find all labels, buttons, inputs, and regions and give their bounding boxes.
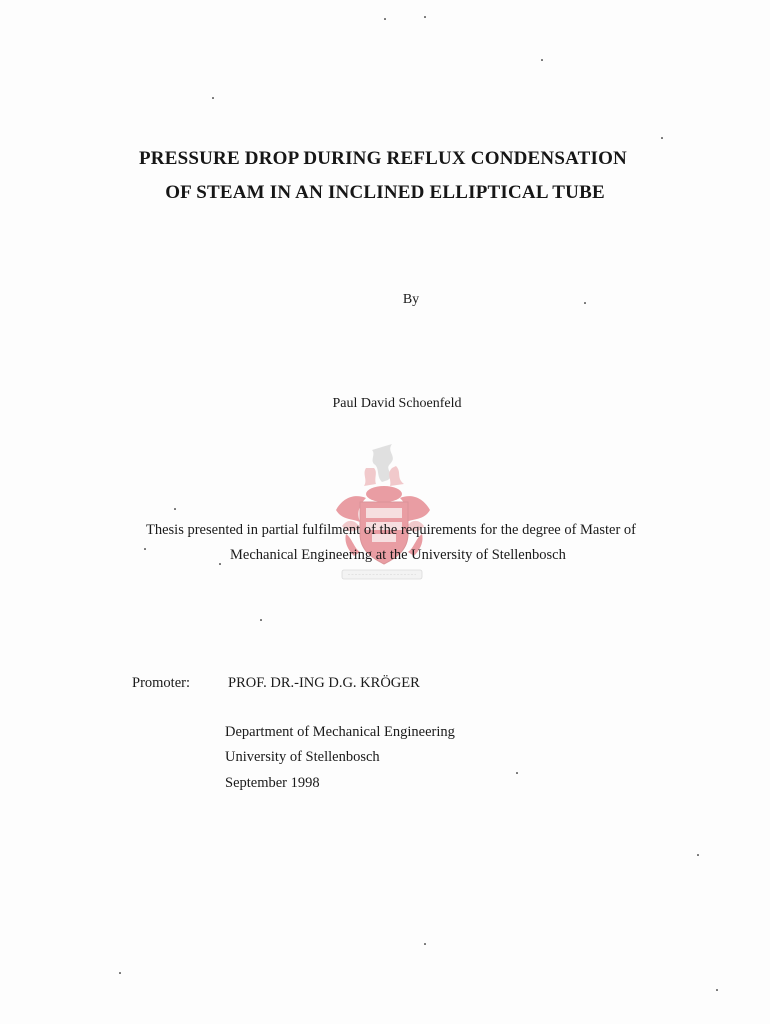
scan-speck	[144, 548, 146, 550]
author-name: Paul David Schoenfeld	[332, 396, 462, 411]
thesis-statement-line-2: Mechanical Engineering at the University of Stellenbosch	[230, 547, 566, 563]
scan-speck	[212, 97, 214, 99]
scan-speck	[541, 59, 543, 61]
scan-speck	[584, 302, 586, 304]
scan-speck	[516, 772, 518, 774]
scan-speck	[119, 972, 121, 974]
title-line-2: OF STEAM IN AN INCLINED ELLIPTICAL TUBE	[165, 182, 605, 203]
promoter-name: PROF. DR.-ING D.G. KRÖGER	[228, 675, 420, 691]
scan-speck	[697, 854, 699, 856]
scan-speck	[661, 137, 663, 139]
scan-speck	[174, 508, 176, 510]
promoter-label: Promoter:	[132, 675, 190, 691]
department-name: Department of Mechanical Engineering	[225, 724, 455, 740]
title-line-1: PRESSURE DROP DURING REFLUX CONDENSATION	[139, 148, 627, 169]
scan-speck	[424, 943, 426, 945]
scan-speck	[260, 619, 262, 621]
scan-speck	[424, 16, 426, 18]
scan-speck	[219, 563, 221, 565]
seal-helm	[366, 486, 402, 502]
seal-motto-ribbon	[342, 570, 422, 579]
by-label: By	[402, 292, 420, 307]
thesis-statement-line-1: Thesis presented in partial fulfilment of the requirements for the degree of Master of	[146, 522, 637, 538]
university-name: University of Stellenbosch	[225, 749, 380, 765]
submission-date: September 1998	[225, 775, 320, 791]
scan-speck	[716, 989, 718, 991]
scan-speck	[384, 18, 386, 20]
